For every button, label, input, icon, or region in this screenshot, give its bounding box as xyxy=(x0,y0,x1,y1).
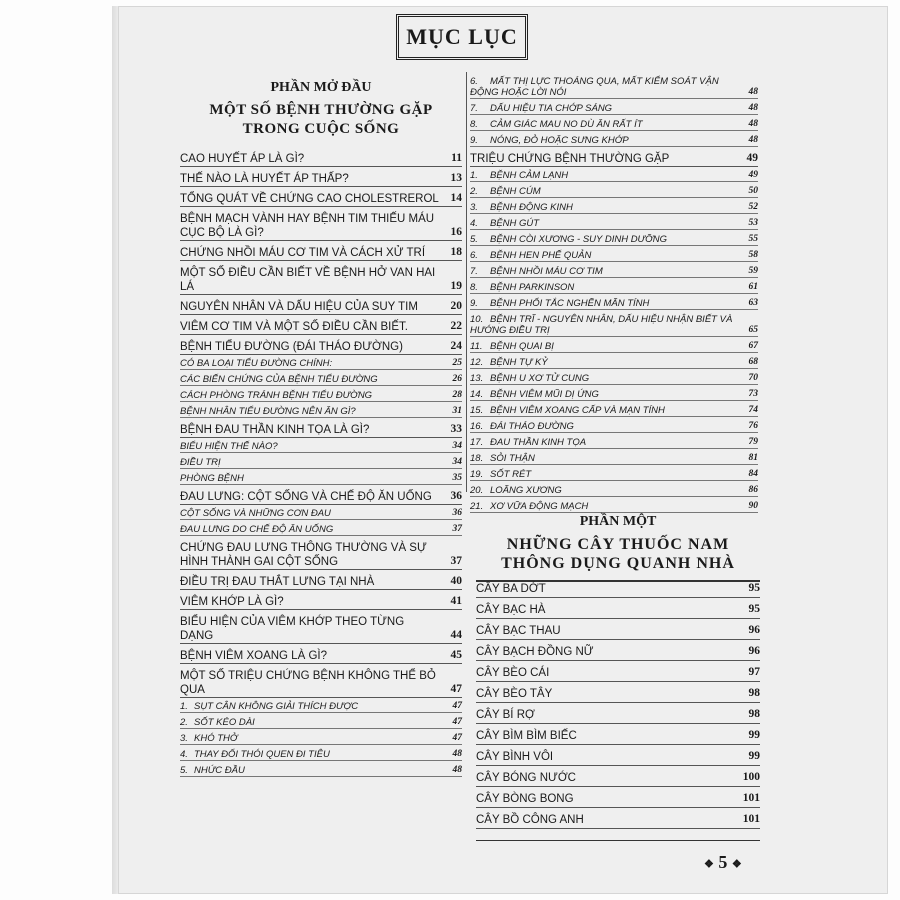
right-column xyxy=(470,76,758,517)
toc-entry-page: 19 xyxy=(450,280,462,292)
toc-entry-number: 14. xyxy=(470,389,484,400)
toc-entry-page: 61 xyxy=(748,282,758,292)
plant-entry xyxy=(476,582,760,598)
toc-entry-page: 96 xyxy=(748,624,760,636)
toc-entry-page: 48 xyxy=(452,749,462,759)
toc-entry-page: 98 xyxy=(748,687,760,699)
toc-entry-number: 5. xyxy=(470,234,478,245)
toc-entry-title: MẤT THỊ LỰC THOÁNG QUA, MẤT KIỂM SOÁT VẬN ĐỘNG HOẶC LỜI NÓI xyxy=(470,76,719,98)
toc-subentry xyxy=(470,485,758,497)
toc-subentry xyxy=(470,298,758,310)
toc-subentry xyxy=(470,218,758,230)
toc-entry-page: 48 xyxy=(452,765,462,775)
toc-entry-title: VIÊM CƠ TIM VÀ MỘT SỐ ĐIỀU CẦN BIẾT. xyxy=(180,321,408,333)
toc-entry-title: CÂY BÒNG BONG xyxy=(476,793,574,805)
toc-entry-title: NÓNG, ĐỎ HOẶC SƯNG KHỚP xyxy=(490,135,629,146)
toc-entry-title: CÂY BÈO TÂY xyxy=(476,688,553,700)
toc-entry-page: 47 xyxy=(450,683,462,695)
toc-entry-number: 10. xyxy=(470,314,484,325)
toc-entry-title: BỆNH ĐỘNG KINH xyxy=(490,202,573,213)
toc-subentry xyxy=(470,103,758,115)
toc-subentry xyxy=(180,374,462,386)
toc-entry-title: BỆNH TỰ KỶ xyxy=(490,357,548,368)
toc-entry-page: 99 xyxy=(748,729,760,741)
toc-subentry xyxy=(470,186,758,198)
toc-entry-page: 74 xyxy=(748,405,758,415)
toc-entry-title: VIÊM KHỚP LÀ GÌ? xyxy=(180,596,284,608)
toc-entry-number: 1. xyxy=(180,701,188,712)
toc-entry-page: 70 xyxy=(748,373,758,383)
toc-subentry xyxy=(180,524,462,536)
toc-subentry xyxy=(470,119,758,131)
toc-subentry xyxy=(470,341,758,353)
toc-entry-page: 96 xyxy=(748,645,760,657)
intro-part-title-line1: MỘT SỐ BỆNH THƯỜNG GẶP xyxy=(209,102,433,118)
toc-entry-page: 47 xyxy=(452,717,462,727)
toc-entry-number: 13. xyxy=(470,373,484,384)
toc-entry-page: 48 xyxy=(748,103,758,113)
plant-entry xyxy=(476,645,760,661)
toc-entry-page: 35 xyxy=(452,473,462,483)
toc-entry xyxy=(180,266,462,295)
toc-entry-title: BỆNH CÚM xyxy=(490,186,541,197)
toc-entry-number: 20. xyxy=(470,485,484,496)
toc-entry xyxy=(180,300,462,315)
toc-entry-title: TRIỆU CHỨNG BỆNH THƯỜNG GẶP xyxy=(470,153,670,165)
toc-entry-number: 8. xyxy=(470,282,478,293)
toc-entry-page: 40 xyxy=(450,575,462,587)
diamond-ornament-icon: ❖ xyxy=(731,858,742,871)
toc-subentry xyxy=(470,389,758,401)
toc-entry-title: BỆNH PHỔI TẮC NGHẼN MÃN TÍNH xyxy=(490,298,650,309)
toc-entry-page: 76 xyxy=(748,421,758,431)
toc-entry-title: CỘT SỐNG VÀ NHỮNG CƠN ĐAU xyxy=(180,508,331,519)
toc-entry-page: 86 xyxy=(748,485,758,495)
toc-entry xyxy=(180,192,462,207)
toc-entry-page: 53 xyxy=(748,218,758,228)
toc-entry-title: SỐT KÉO DÀI xyxy=(194,717,255,728)
toc-entry-page: 45 xyxy=(450,649,462,661)
part-one-label: PHẦN MỘT xyxy=(579,514,657,529)
plant-entry xyxy=(476,792,760,808)
toc-entry-title: BỆNH GÚT xyxy=(490,218,540,229)
toc-entry-page: 95 xyxy=(748,582,760,594)
toc-entry-page: 68 xyxy=(748,357,758,367)
plant-entry xyxy=(476,771,760,787)
toc-entry-page: 36 xyxy=(450,490,462,502)
toc-entry-title: MỘT SỐ ĐIỀU CẦN BIẾT VỀ BỆNH HỞ VAN HAI LÁ xyxy=(180,267,436,293)
toc-entry-title: CÂY BÓNG NƯỚC xyxy=(476,772,576,784)
toc-subentry xyxy=(470,453,758,465)
toc-entry-page: 34 xyxy=(452,457,462,467)
toc-entry-title: BỆNH HEN PHẾ QUẢN xyxy=(490,250,592,261)
toc-entry xyxy=(180,669,462,698)
toc-entry-page: 100 xyxy=(742,771,760,783)
toc-entry-page: 48 xyxy=(748,87,758,97)
toc-entry-number: 18. xyxy=(470,453,484,464)
toc-entry-title: CAO HUYẾT ÁP LÀ GÌ? xyxy=(180,153,305,165)
toc-entry-page: 98 xyxy=(748,708,760,720)
toc-entry-page: 73 xyxy=(748,389,758,399)
toc-entry-number: 21. xyxy=(470,501,484,512)
toc-entry-title: BỆNH NHỒI MÁU CƠ TIM xyxy=(490,266,603,277)
toc-entry-title: CÂY BÌNH VÔI xyxy=(476,751,554,763)
toc-entry xyxy=(180,340,462,355)
toc-subentry xyxy=(180,765,462,777)
toc-entry-title: BỆNH VIÊM XOANG LÀ GÌ? xyxy=(180,650,327,662)
toc-entry-page: 65 xyxy=(748,325,758,335)
toc-entry-title: CHỨNG ĐAU LƯNG THÔNG THƯỜNG VÀ SỰ HÌNH THÀNH GAI CỘT SỐNG xyxy=(180,542,427,568)
plant-entry xyxy=(476,813,760,829)
toc-entry-title: BỆNH CẢM LẠNH xyxy=(490,170,569,181)
toc-subentry xyxy=(470,76,758,99)
toc-subentry xyxy=(180,733,462,745)
toc-entry-page: 25 xyxy=(452,358,462,368)
toc-entry-page: 49 xyxy=(748,170,758,180)
toc-entry-title: XƠ VỮA ĐỘNG MẠCH xyxy=(490,501,589,512)
toc-entry-title: BỆNH CÒI XƯƠNG - SUY DINH DƯỠNG xyxy=(490,234,668,245)
toc-entry-title: CÂY BÌM BÌM BIẾC xyxy=(476,730,577,742)
toc-entry-page: 84 xyxy=(748,469,758,479)
toc-entry-page: 52 xyxy=(748,202,758,212)
toc-entry-title: ĐÁI THÁO ĐƯỜNG xyxy=(490,421,574,432)
part-one-heading xyxy=(476,514,760,572)
toc-entry-page: 37 xyxy=(450,555,462,567)
toc-entry-number: 11. xyxy=(470,341,483,352)
column-divider xyxy=(466,72,467,492)
toc-entry-title: BỆNH VIÊM MŨI DỊ ỨNG xyxy=(490,389,599,400)
toc-subentry xyxy=(180,406,462,418)
toc-entry-page: 49 xyxy=(746,152,758,164)
toc-entry-title: SỤT CÂN KHÔNG GIẢI THÍCH ĐƯỢC xyxy=(194,701,359,712)
toc-entry-title: BỆNH VIÊM XOANG CẤP VÀ MẠN TÍNH xyxy=(490,405,665,416)
toc-entry-title: NGUYÊN NHÂN VÀ DẤU HIỆU CỦA SUY TIM xyxy=(180,301,418,313)
toc-entry xyxy=(180,320,462,335)
toc-entry-page: 18 xyxy=(450,246,462,258)
toc-subentry xyxy=(180,508,462,520)
toc-entry-page: 33 xyxy=(450,423,462,435)
toc-entry-title: ĐAU THẦN KINH TỌA xyxy=(490,437,587,448)
toc-entry-title: CÂY BẠC THAU xyxy=(476,625,561,637)
toc-entry-title: DẤU HIỆU TIA CHỚP SÁNG xyxy=(490,103,613,114)
toc-subentry xyxy=(470,250,758,262)
toc-entry-title: CÂY BẠCH ĐỒNG NỮ xyxy=(476,646,594,658)
toc-entry-page: 34 xyxy=(452,441,462,451)
page-number-value: 5 xyxy=(718,852,728,872)
toc-entry-page: 47 xyxy=(452,701,462,711)
toc-subentry xyxy=(470,314,758,337)
toc-entry-title: BỆNH MẠCH VÀNH HAY BỆNH TIM THIẾU MÁU CỤC BỘ LÀ GÌ? xyxy=(180,213,435,239)
toc-entry-page: 22 xyxy=(450,320,462,332)
toc-entry-number: 17. xyxy=(470,437,484,448)
toc-entry-title: THẾ NÀO LÀ HUYẾT ÁP THẤP? xyxy=(180,173,349,185)
toc-entry-number: 3. xyxy=(470,202,478,213)
toc-subentry xyxy=(470,170,758,182)
right-toc-list xyxy=(470,76,758,513)
toc-entry-title: LOÃNG XƯƠNG xyxy=(490,485,562,496)
toc-entry-page: 13 xyxy=(450,172,462,184)
toc-entry-title: CHỨNG NHỒI MÁU CƠ TIM VÀ CÁCH XỬ TRÍ xyxy=(180,247,426,259)
page-number xyxy=(704,852,742,873)
plant-entry xyxy=(476,666,760,682)
toc-entry xyxy=(470,152,758,167)
toc-entry-page: 55 xyxy=(748,234,758,244)
toc-entry-page: 99 xyxy=(748,750,760,762)
toc-entry-number: 1. xyxy=(470,170,478,181)
toc-subentry xyxy=(470,373,758,385)
toc-entry-number: 9. xyxy=(470,135,478,146)
toc-entry-page: 48 xyxy=(748,135,758,145)
toc-entry-title: CÓ BA LOẠI TIỂU ĐƯỜNG CHÍNH: xyxy=(180,358,333,369)
toc-entry-number: 4. xyxy=(180,749,188,760)
toc-subentry xyxy=(180,473,462,485)
toc-entry-page: 90 xyxy=(748,501,758,511)
toc-entry xyxy=(180,490,462,505)
toc-entry-page: 14 xyxy=(450,192,462,204)
toc-entry-title: CÁC BIẾN CHỨNG CỦA BỆNH TIỂU ĐƯỜNG xyxy=(180,374,378,385)
toc-entry-number: 4. xyxy=(470,218,478,229)
toc-entry-title: THAY ĐỔI THÓI QUEN ĐI TIÊU xyxy=(194,749,330,760)
part-one-title-line1: NHỮNG CÂY THUỐC NAM xyxy=(506,536,730,553)
toc-entry xyxy=(180,615,462,644)
toc-entry-number: 2. xyxy=(470,186,478,197)
toc-entry-title: ĐAU LƯNG: CỘT SỐNG VÀ CHẾ ĐỘ ĂN UỐNG xyxy=(180,491,432,503)
left-column xyxy=(180,80,462,781)
plant-entry xyxy=(476,687,760,703)
toc-entry-title: PHÒNG BỆNH xyxy=(180,473,244,484)
toc-entry-number: 6. xyxy=(470,250,478,261)
toc-entry-title: BIỂU HIỆN CỦA VIÊM KHỚP THEO TỪNG DẠNG xyxy=(180,616,405,642)
toc-entry-number: 8. xyxy=(470,119,478,130)
toc-entry xyxy=(180,246,462,261)
toc-entry-page: 97 xyxy=(748,666,760,678)
toc-entry xyxy=(180,152,462,167)
toc-subentry xyxy=(180,390,462,402)
plant-entry xyxy=(476,708,760,724)
toc-entry-number: 3. xyxy=(180,733,188,744)
toc-entry-page: 79 xyxy=(748,437,758,447)
page-title: MỤC LỤC xyxy=(396,14,528,60)
toc-entry-page: 28 xyxy=(452,390,462,400)
plant-entry xyxy=(476,624,760,640)
toc-entry-title: MỘT SỐ TRIỆU CHỨNG BỆNH KHÔNG THỂ BỎ QUA xyxy=(180,670,436,696)
toc-entry-title: CÂY BÍ RỢ xyxy=(476,709,535,721)
part-one-title-line2: THÔNG DỤNG QUANH NHÀ xyxy=(501,555,735,572)
toc-subentry xyxy=(470,405,758,417)
toc-entry-title: CÂY BẠC HÀ xyxy=(476,604,546,616)
toc-subentry xyxy=(180,717,462,729)
toc-entry xyxy=(180,423,462,438)
toc-entry xyxy=(180,541,462,570)
toc-entry xyxy=(180,649,462,664)
toc-entry-page: 59 xyxy=(748,266,758,276)
toc-entry-page: 37 xyxy=(452,524,462,534)
toc-entry-page: 81 xyxy=(748,453,758,463)
toc-entry-number: 12. xyxy=(470,357,484,368)
toc-entry-page: 50 xyxy=(748,186,758,196)
toc-entry-title: CÁCH PHÒNG TRÁNH BỆNH TIỂU ĐƯỜNG xyxy=(180,390,373,401)
toc-entry-number: 15. xyxy=(470,405,484,416)
toc-entry-number: 7. xyxy=(470,103,478,114)
toc-subentry xyxy=(470,437,758,449)
toc-entry-title: BỆNH PARKINSON xyxy=(490,282,575,293)
intro-part-label: PHẦN MỞ ĐẦU xyxy=(270,80,372,95)
toc-entry-title: BỆNH NHÂN TIỂU ĐƯỜNG NÊN ĂN GÌ? xyxy=(180,406,356,417)
toc-entry-title: BỆNH ĐAU THẦN KINH TỌA LÀ GÌ? xyxy=(180,424,370,436)
toc-entry-page: 48 xyxy=(748,119,758,129)
toc-entry-number: 6. xyxy=(470,76,478,87)
toc-subentry xyxy=(470,357,758,369)
toc-entry-page: 101 xyxy=(742,792,760,804)
toc-subentry xyxy=(470,421,758,433)
toc-entry xyxy=(180,595,462,610)
toc-subentry xyxy=(470,266,758,278)
toc-entry-page: 31 xyxy=(452,406,462,416)
toc-entry-page: 63 xyxy=(748,298,758,308)
toc-subentry xyxy=(470,501,758,513)
toc-entry-number: 7. xyxy=(470,266,478,277)
diamond-ornament-icon: ❖ xyxy=(704,858,714,871)
toc-entry-number: 2. xyxy=(180,717,188,728)
toc-subentry xyxy=(470,234,758,246)
toc-entry-title: ĐIỀU TRỊ ĐAU THẮT LƯNG TẠI NHÀ xyxy=(180,576,375,588)
intro-part-title-line2: TRONG CUỘC SỐNG xyxy=(242,121,400,137)
toc-entry-page: 11 xyxy=(451,152,462,164)
toc-entry-number: 9. xyxy=(470,298,478,309)
toc-entry-title: TỔNG QUÁT VỀ CHỨNG CAO CHOLESTREROL xyxy=(180,193,439,205)
toc-subentry xyxy=(180,749,462,761)
toc-entry-title: BỆNH TRĨ - NGUYÊN NHÂN, DẤU HIỆU NHẬN BIẾT VÀ HƯỚNG ĐIỀU TRỊ xyxy=(470,314,733,336)
toc-entry-number: 5. xyxy=(180,765,188,776)
toc-subentry xyxy=(180,441,462,453)
toc-subentry xyxy=(180,701,462,713)
toc-entry-page: 58 xyxy=(748,250,758,260)
toc-entry-title: KHÓ THỞ xyxy=(194,733,238,744)
toc-subentry xyxy=(470,469,758,481)
toc-entry-number: 19. xyxy=(470,469,484,480)
toc-subentry xyxy=(180,457,462,469)
toc-subentry xyxy=(470,282,758,294)
toc-entry xyxy=(180,172,462,187)
toc-entry-page: 47 xyxy=(452,733,462,743)
toc-entry-title: BỆNH U XƠ TỬ CUNG xyxy=(490,373,590,384)
toc-entry-page: 101 xyxy=(742,813,760,825)
toc-entry-page: 24 xyxy=(450,340,462,352)
toc-entry xyxy=(180,575,462,590)
toc-entry xyxy=(180,212,462,241)
toc-entry-number: 16. xyxy=(470,421,484,432)
toc-entry-title: SỎI THẬN xyxy=(490,453,535,464)
toc-entry-title: CÂY BÈO CÁI xyxy=(476,667,550,679)
toc-entry-page: 67 xyxy=(748,341,758,351)
toc-entry-page: 41 xyxy=(450,595,462,607)
left-toc-list xyxy=(180,152,462,777)
toc-entry-title: BỆNH TIỂU ĐƯỜNG (ĐÁI THÁO ĐƯỜNG) xyxy=(180,341,403,353)
plant-list xyxy=(476,580,760,841)
toc-entry-title: BIỂU HIỆN THẾ NÀO? xyxy=(180,441,278,452)
toc-entry-page: 20 xyxy=(450,300,462,312)
toc-entry-page: 26 xyxy=(452,374,462,384)
toc-entry-title: CẢM GIÁC MAU NO DÙ ĂN RẤT ÍT xyxy=(490,119,643,130)
toc-entry-page: 16 xyxy=(450,226,462,238)
toc-entry-page: 36 xyxy=(452,508,462,518)
toc-entry-title: SỐT RÉT xyxy=(490,469,532,480)
toc-entry-page: 44 xyxy=(450,629,462,641)
toc-subentry xyxy=(470,202,758,214)
toc-entry-title: ĐAU LƯNG DO CHẾ ĐỘ ĂN UỐNG xyxy=(180,524,334,535)
plant-entry xyxy=(476,603,760,619)
plant-entry xyxy=(476,729,760,745)
toc-entry-title: CÂY BỒ CÔNG ANH xyxy=(476,814,584,826)
toc-subentry xyxy=(470,135,758,147)
toc-subentry xyxy=(180,358,462,370)
toc-entry-title: BỆNH QUAI BỊ xyxy=(490,341,554,352)
toc-entry-page: 95 xyxy=(748,603,760,615)
plant-entry xyxy=(476,750,760,766)
toc-entry-title: CÂY BA DỚT xyxy=(476,583,546,595)
toc-entry-title: ĐIỀU TRỊ xyxy=(180,457,221,468)
toc-entry-title: NHỨC ĐẦU xyxy=(194,765,245,776)
